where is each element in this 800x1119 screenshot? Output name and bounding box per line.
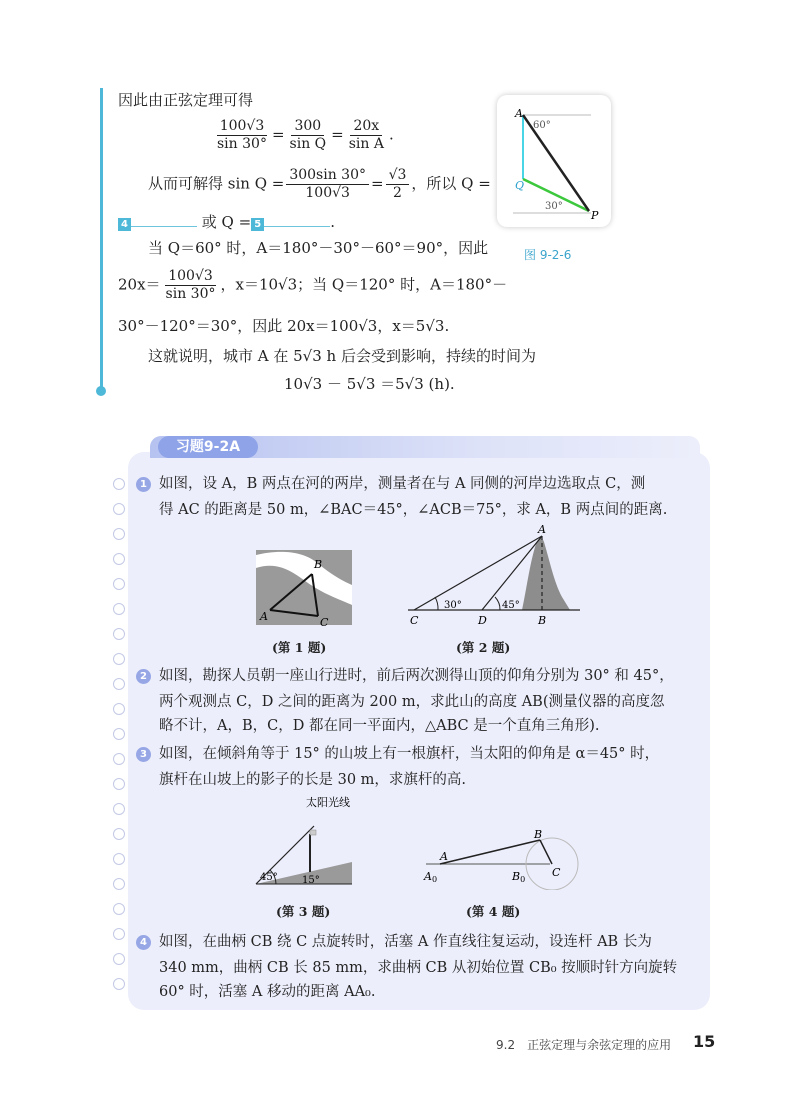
- exercise-4-line-3: 60° 时，活塞 A 移动的距离 AA₀.: [159, 984, 376, 1000]
- label-d: D: [478, 614, 487, 627]
- angle-45-label: 45°: [260, 872, 278, 883]
- exercise-4-line-1: [136, 932, 652, 952]
- text-run: 或 Q =: [201, 213, 252, 231]
- label-a: A: [538, 523, 546, 536]
- figure-q3-flagpole: [252, 794, 356, 890]
- binder-ring: [113, 528, 125, 540]
- crank-cb: [540, 840, 552, 864]
- angle-30-label: 30°: [444, 600, 462, 611]
- sight-line-c: [414, 536, 542, 610]
- label-q: Q: [515, 179, 525, 192]
- exercise-1-line-1: [136, 474, 645, 494]
- label-c: C: [320, 616, 329, 628]
- question-number-badge: 1: [136, 477, 151, 492]
- fraction-numerator: 300sin 30°: [286, 167, 369, 185]
- answer-blank-5[interactable]: [264, 212, 330, 227]
- exercise-1-line-2: 得 AC 的距离是 50 m，∠BAC＝45°，∠ACB＝75°，求 A，B 两点间的距离.: [159, 502, 668, 518]
- solution-intro: 因此由正弦定理可得: [118, 91, 254, 109]
- binder-ring: [113, 478, 125, 490]
- label-a: A: [515, 107, 523, 120]
- figure-caption: 图 9-2-6: [524, 248, 572, 262]
- angle-15-label: 15°: [302, 875, 320, 886]
- text-run: ，x＝10√3；当 Q＝120° 时，A＝180°－: [220, 275, 508, 294]
- binder-ring: [113, 503, 125, 515]
- figure-q1-caption: (第 1 题): [272, 640, 327, 655]
- binder-ring: [113, 978, 125, 990]
- angle-arc-c: [435, 597, 438, 610]
- label-b: B: [314, 558, 323, 571]
- answer-blanks-line: [118, 212, 335, 232]
- question-number-badge: 4: [136, 935, 151, 950]
- conclusion-line: 这就说明，城市 A 在 5√3 h 后会受到影响，持续的时间为: [148, 347, 536, 365]
- binder-ring: [113, 653, 125, 665]
- angle-arc-d: [495, 597, 500, 610]
- blank-number-badge: 4: [118, 218, 131, 231]
- question-text: 如图，勘探人员朝一座山行进时，前后两次测得山顶的仰角分别为 30° 和 45°，: [159, 668, 674, 684]
- binder-ring: [113, 678, 125, 690]
- text-run: 从而可解得 sin Q =: [148, 174, 285, 193]
- law-of-sines-equation: $\frac{100√3}{\sin 30^\circ}$ = $\frac{300}{\text{sin Q}}$ = $\frac{20x}{\text{sin A}}$ .: [212, 118, 394, 153]
- text-run: 20x＝: [118, 275, 161, 294]
- fraction-denominator: sin Q: [289, 136, 327, 152]
- case-q120-result-line: 30°－120°＝30°，因此 20x＝100√3，x＝5√3.: [118, 317, 450, 335]
- mountain-shape: [522, 538, 570, 610]
- question-text: 如图，设 A，B 两点在河的两岸，测量者在与 A 同侧的河岸边选取点 C，测: [159, 476, 646, 492]
- binder-ring: [113, 853, 125, 865]
- answer-blank-4[interactable]: [131, 212, 197, 227]
- case-q60-result-line: [118, 268, 507, 303]
- label-c: C: [410, 614, 419, 627]
- figure-q3-caption: (第 3 题): [276, 904, 331, 919]
- binder-ring: [113, 953, 125, 965]
- question-number-badge: 3: [136, 747, 151, 762]
- angle-60: 60°: [533, 120, 551, 131]
- page-number: 15: [693, 1032, 716, 1051]
- label-a: A: [440, 850, 448, 863]
- label-a: A: [260, 610, 268, 623]
- figure-q4-caption: (第 4 题): [466, 904, 521, 919]
- angle-45-label: 45°: [502, 600, 520, 611]
- blank-number-badge: 5: [251, 218, 264, 231]
- binder-ring: [113, 878, 125, 890]
- fraction-numerator: 300: [291, 118, 324, 136]
- figure-9-2-6-card: [497, 95, 611, 227]
- exercise-3-line-2: 旗杆在山坡上的影子的长是 30 m，求旗杆的高.: [159, 772, 467, 788]
- figure-9-2-6: [497, 95, 611, 227]
- binder-ring: [113, 778, 125, 790]
- binder-ring: [113, 728, 125, 740]
- binder-ring: [113, 828, 125, 840]
- period: .: [330, 213, 335, 231]
- figure-q2-mountain: [404, 522, 584, 630]
- exercise-tab-label: 习题9-2A: [158, 436, 258, 458]
- binder-ring: [113, 803, 125, 815]
- case-q60-line: 当 Q＝60° 时，A＝180°－30°－60°＝90°，因此: [148, 239, 489, 257]
- label-c: C: [552, 866, 561, 879]
- angle-30: 30°: [545, 201, 563, 212]
- figure-q1-river: [256, 550, 352, 628]
- binder-ring: [113, 578, 125, 590]
- binder-ring: [113, 703, 125, 715]
- fraction-numerator: 100√3: [165, 268, 216, 286]
- solve-sin-q-line: [148, 167, 491, 202]
- solution-accent-dot: [96, 386, 106, 396]
- fraction-denominator: sin 30°: [217, 136, 267, 152]
- label-b: B: [534, 828, 543, 841]
- binder-ring: [113, 753, 125, 765]
- label-a0: A0: [424, 870, 438, 884]
- binder-ring: [113, 628, 125, 640]
- fraction-denominator: 2: [393, 185, 402, 201]
- duration-equation: 10√3 － 5√3 ＝5√3 (h).: [284, 375, 455, 393]
- exercise-4-line-2: 340 mm，曲柄 CB 长 85 mm，求曲柄 CB 从初始位置 CB₀ 按顺时针方向旋转: [159, 960, 678, 976]
- sunlight-label: 太阳光线: [306, 796, 350, 809]
- binder-ring: [113, 603, 125, 615]
- fraction-denominator: sin A: [348, 136, 384, 152]
- exercise-3-line-1: [136, 744, 659, 764]
- figure-q4-crank: [418, 826, 586, 890]
- label-b: B: [538, 614, 547, 627]
- exercise-2-line-1: [136, 666, 674, 686]
- label-p: P: [591, 209, 599, 222]
- fraction-denominator: 100√3: [305, 185, 350, 201]
- fraction-numerator: √3: [386, 167, 410, 185]
- binder-ring: [113, 928, 125, 940]
- footer-section-title: 9.2 正弦定理与余弦定理的应用: [496, 1038, 672, 1052]
- fraction-numerator: 20x: [350, 118, 382, 136]
- question-number-badge: 2: [136, 669, 151, 684]
- label-b0: B0: [512, 870, 526, 884]
- text-run: ，所以 Q =: [411, 174, 491, 193]
- exercise-2-line-2: 两个观测点 C，D 之间的距离为 200 m，求此山的高度 AB(测量仪器的高度忽: [159, 694, 665, 710]
- question-text: 如图，在曲柄 CB 绕 C 点旋转时，活塞 A 作直线往复运动，设连杆 AB 长为: [159, 934, 652, 950]
- connecting-rod: [440, 840, 540, 864]
- solution-accent-bar: [100, 88, 103, 388]
- figure-q2-caption: (第 2 题): [456, 640, 511, 655]
- fraction-numerator: 100√3: [217, 118, 268, 136]
- period: .: [388, 125, 394, 144]
- binder-ring: [113, 553, 125, 565]
- fraction-denominator: sin 30°: [165, 286, 216, 302]
- binder-ring: [113, 903, 125, 915]
- exercise-2-line-3: 略不计，A，B，C，D 都在同一平面内，△ABC 是一个直角三角形).: [159, 718, 600, 734]
- question-text: 如图，在倾斜角等于 15° 的山坡上有一根旗杆，当太阳的仰角是 α＝45° 时，: [159, 746, 660, 762]
- equals: =: [371, 174, 384, 193]
- flag: [310, 830, 316, 835]
